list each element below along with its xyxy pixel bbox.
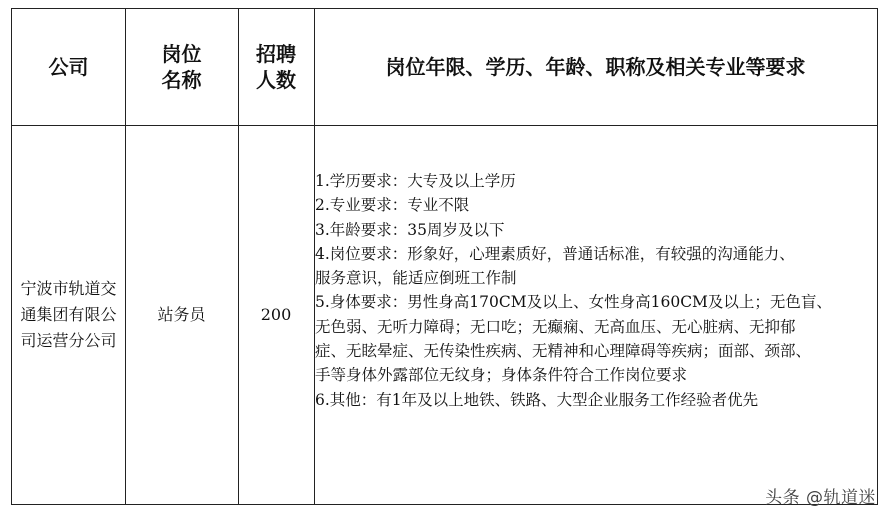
header-requirements [314,9,877,125]
position-name: 站务员 [157,305,206,324]
header-position-label-line2: 名称 [161,68,202,92]
header-requirements-label: 岗位年限、学历、年龄、职称及相关专业等要求 [385,55,806,79]
header-count-label-line1: 招聘 [256,42,296,66]
requirements-cell [315,169,875,412]
header-company [12,9,125,125]
header-count [238,9,314,125]
requirement-line: 无色弱、无听力障碍；无口吃；无癫痫、无高血压、无心脏病、无抑郁 [315,317,796,336]
company-name-line: 宁波市轨道交 [20,279,117,298]
requirement-line: 手等身体外露部位无纹身；身体条件符合工作岗位要求 [315,366,688,385]
header-company-label: 公司 [48,55,89,79]
requirement-line: 1.学历要求：大专及以上学历 [315,172,516,190]
requirement-line: 症、无眩晕症、无传染性疾病、无精神和心理障碍等疾病；面部、颈部、 [315,342,812,361]
header-count-label-line2: 人数 [256,68,296,92]
count-cell [238,125,314,505]
header-position [125,9,238,125]
requirement-line: 3.年龄要求：35周岁及以下 [315,220,505,239]
requirement-line: 2.专业要求：专业不限 [315,196,470,215]
company-name-line: 通集团有限公 [20,305,117,324]
requirement-line: 6.其他：有1年及以上地铁、铁路、大型企业服务工作经验者优先 [315,390,759,409]
requirement-line: 4.岗位要求：形象好，心理素质好，普通话标准，有较强的沟通能力、 [315,244,795,263]
header-position-label-line1: 岗位 [161,42,202,66]
watermark: 头条 @轨道迷 [765,488,876,508]
hire-count: 200 [260,305,292,324]
requirement-line: 服务意识，能适应倒班工作制 [315,269,517,288]
requirement-line: 5.身体要求：男性身高170CM及以上、女性身高160CM及以上；无色盲、 [315,293,832,312]
company-cell [12,125,125,505]
recruitment-table [11,8,878,505]
position-cell [125,125,238,505]
company-name-line: 司运营分公司 [20,331,117,350]
